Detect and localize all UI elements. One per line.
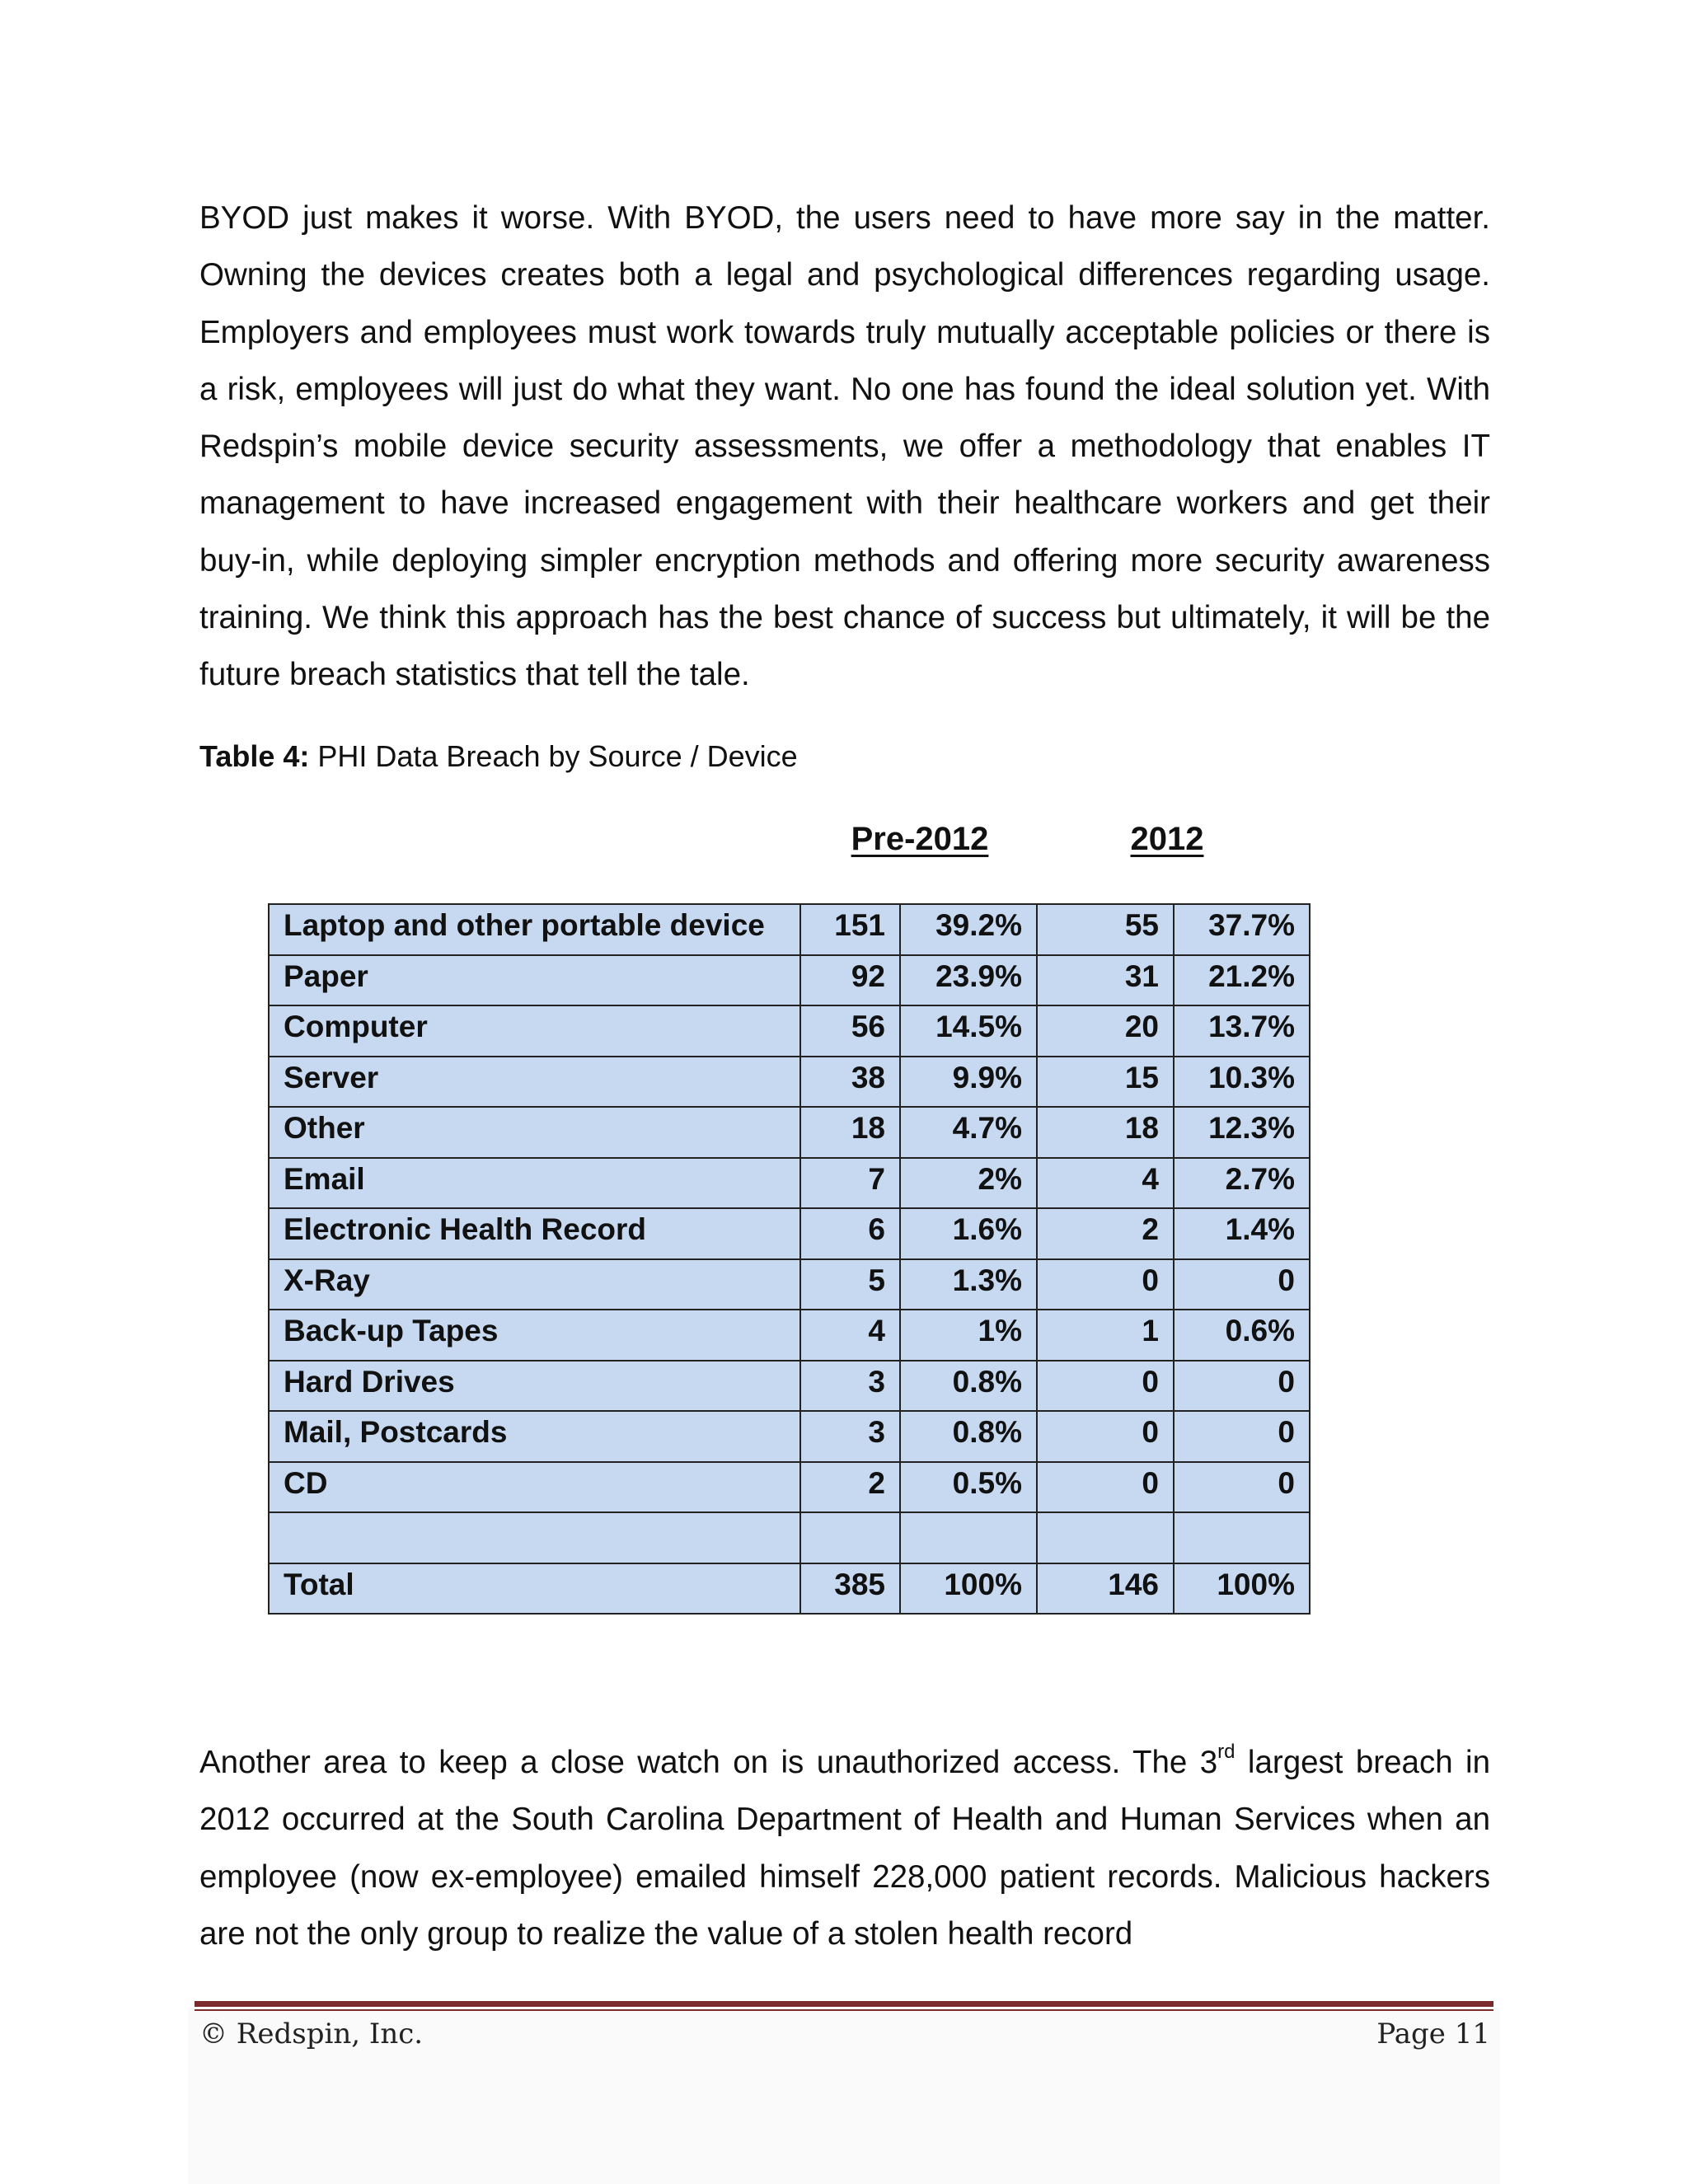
body-paragraph-2 [199,1734,1490,1962]
percent-2012-cell: 0 [1174,1361,1310,1412]
footer-page-number: Page 11 [1376,2018,1490,2050]
percent-2012-cell: 37.7% [1174,904,1310,955]
pre-2012-count-cell: 3 [800,1411,900,1462]
pre-2012-percent-cell: 23.9% [900,955,1037,1006]
pre-2012-count-cell: 18 [800,1107,900,1158]
table-row [269,955,1310,1006]
source-cell: Back-up Tapes [269,1310,800,1361]
percent-2012-cell: 0 [1174,1462,1310,1513]
table-row [269,1107,1310,1158]
source-cell: Electronic Health Record [269,1208,800,1259]
footer-rule-thick [195,2001,1493,2007]
pre-2012-percent-cell: 2% [900,1158,1037,1209]
pre-2012-percent-cell: 4.7% [900,1107,1037,1158]
pre-2012-count-cell: 7 [800,1158,900,1209]
percent-2012-cell: 0.6% [1174,1310,1310,1361]
source-cell: Email [269,1158,800,1209]
table-row [269,1057,1310,1108]
count-2012-cell: 15 [1037,1057,1174,1108]
breach-table-body [269,904,1310,1614]
source-cell: Paper [269,955,800,1006]
table-row [269,1462,1310,1513]
table-row [269,1259,1310,1310]
table-row [269,1158,1310,1209]
count-2012-cell: 4 [1037,1158,1174,1209]
paragraph-2-text-end: largest breach in 2012 occurred at the South Carolina Department of Health and Human Services when an employee (now ex-employee) emailed himself 228,000 patient records. Malicious hackers are not the only group to realize the value of a stolen health record [199,1745,1490,1952]
source-cell: Hard Drives [269,1361,800,1412]
pre-2012-count-cell: 92 [800,955,900,1006]
pre-2012-percent-cell [900,1512,1037,1563]
source-cell: Other [269,1107,800,1158]
body-paragraph-1: BYOD just makes it worse. With BYOD, the users need to have more say in the matter. Owning the devices creates both a legal and psychological differences regarding usage. Employers and employees must work towards truly mutually acceptable policies or there is a risk, employees will just do what they want. No one has found the ideal solution yet. With Redspin’s mobile device security assessments, we offer a methodology that enables IT management to have increased engagement with their healthcare workers and get their buy-in, while deploying simpler encryption methods and offering more security awareness training. We think this approach has the best chance of success but ultimately, it will be the future breach statistics that tell the tale. [199,200,1490,693]
source-cell: Computer [269,1005,800,1057]
table-row [269,1310,1310,1361]
pre-2012-count-cell: 56 [800,1005,900,1057]
table-row [269,904,1310,955]
pre-2012-count-cell [800,1512,900,1563]
percent-2012-cell [1174,1512,1310,1563]
source-cell: Laptop and other portable device [269,904,800,955]
pre-2012-percent-cell: 39.2% [900,904,1037,955]
percent-2012-cell: 10.3% [1174,1057,1310,1108]
count-2012-cell: 55 [1037,904,1174,955]
pre-2012-count-cell: 2 [800,1462,900,1513]
source-cell: CD [269,1462,800,1513]
source-cell [269,1512,800,1563]
pre-2012-count-cell: 3 [800,1361,900,1412]
percent-2012-cell: 0 [1174,1259,1310,1310]
pre-2012-count-cell: 385 [800,1563,900,1615]
table-row [269,1512,1310,1563]
source-cell: Mail, Postcards [269,1411,800,1462]
pre-2012-percent-cell: 9.9% [900,1057,1037,1108]
footer-rule-thin [195,2009,1493,2011]
count-2012-cell: 31 [1037,955,1174,1006]
source-cell: Server [269,1057,800,1108]
count-2012-cell: 0 [1037,1411,1174,1462]
percent-2012-cell: 13.7% [1174,1005,1310,1057]
footer-copyright: © Redspin, Inc. [199,2018,424,2050]
table-row [269,1563,1310,1615]
pre-2012-percent-cell: 1.6% [900,1208,1037,1259]
pre-2012-percent-cell: 100% [900,1563,1037,1615]
count-2012-cell: 18 [1037,1107,1174,1158]
source-cell: X-Ray [269,1259,800,1310]
pre-2012-count-cell: 151 [800,904,900,955]
count-2012-cell: 20 [1037,1005,1174,1057]
percent-2012-cell: 100% [1174,1563,1310,1615]
table-row [269,1411,1310,1462]
percent-2012-cell: 0 [1174,1411,1310,1462]
count-2012-cell: 2 [1037,1208,1174,1259]
percent-2012-cell: 12.3% [1174,1107,1310,1158]
count-2012-cell: 0 [1037,1462,1174,1513]
pre-2012-percent-cell: 1.3% [900,1259,1037,1310]
count-2012-cell: 146 [1037,1563,1174,1615]
table-row [269,1361,1310,1412]
pre-2012-percent-cell: 0.8% [900,1411,1037,1462]
count-2012-cell: 0 [1037,1259,1174,1310]
count-2012-cell: 1 [1037,1310,1174,1361]
pre-2012-percent-cell: 14.5% [900,1005,1037,1057]
percent-2012-cell: 2.7% [1174,1158,1310,1209]
column-header-pre-2012: Pre-2012 [851,821,989,857]
paragraph-2-text-start: Another area to keep a close watch on is unauthorized access. The 3 [199,1745,1218,1780]
count-2012-cell [1037,1512,1174,1563]
column-header-2012: 2012 [1130,821,1204,857]
pre-2012-count-cell: 38 [800,1057,900,1108]
table-caption-text: PHI Data Breach by Source / Device [309,739,798,773]
pre-2012-count-cell: 5 [800,1259,900,1310]
table-caption [199,737,798,776]
table-caption-label: Table 4: [199,739,310,773]
pre-2012-count-cell: 6 [800,1208,900,1259]
count-2012-cell: 0 [1037,1361,1174,1412]
pre-2012-percent-cell: 0.8% [900,1361,1037,1412]
percent-2012-cell: 1.4% [1174,1208,1310,1259]
breach-table [268,903,1311,1615]
percent-2012-cell: 21.2% [1174,955,1310,1006]
pre-2012-count-cell: 4 [800,1310,900,1361]
pre-2012-percent-cell: 1% [900,1310,1037,1361]
pre-2012-percent-cell: 0.5% [900,1462,1037,1513]
ordinal-suffix: rd [1217,1741,1236,1764]
source-cell: Total [269,1563,800,1615]
table-row [269,1208,1310,1259]
table-row [269,1005,1310,1057]
